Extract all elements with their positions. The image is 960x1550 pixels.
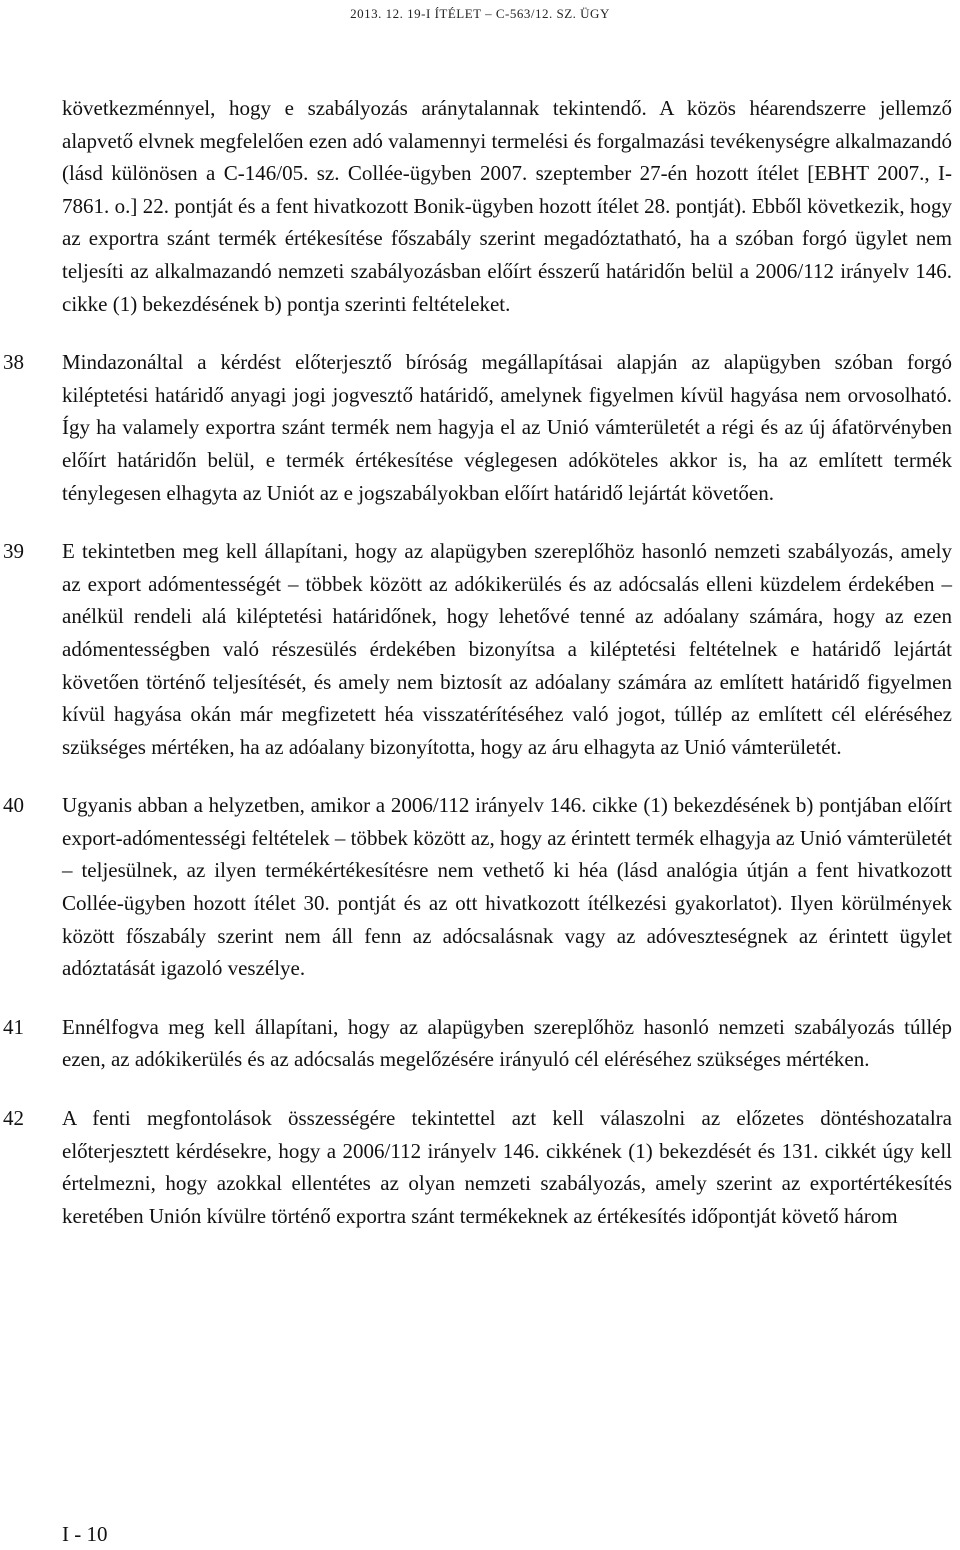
running-header: 2013. 12. 19-I ÍTÉLET – C-563/12. SZ. ÜGY xyxy=(350,6,610,21)
page-number: I - 10 xyxy=(62,1522,108,1546)
paragraph-40 xyxy=(0,789,960,985)
paragraph-text: Ugyanis abban a helyzetben, amikor a 2006/112 irányelv 146. cikke (1) bekezdésének b) pontjában előírt export-adómentességi feltételek – többek között az, hogy az érintett termék elhagyja az Unió vámterületét – teljesülnek, az ilyen termékértékesítésre nem vethető ki héa (lásd analógia útján a fent hivatkozott Collée-ügyben hozott ítélet 30. pontját és az ott hivatkozott ítélkezési gyakorlatot). Ilyen körülmények között főszabály szerint nem áll fenn az adócsalásnak vagy az adóveszteségnek az érintett ügylet adóztatását igazoló veszélye. xyxy=(62,793,952,981)
paragraph-text: Mindazonáltal a kérdést előterjesztő bíróság megállapításai alapján az alapügyben szóban forgó kiléptetési határidő anyagi jogi jogvesztő határidő, amelynek figyelmen kívül hagyása nem orvosolható. Így ha valamely exportra szánt termék nem hagyja el az Unió vámterületét a régi és az új áfatörvényben előírt határidőn belül, e termék értékesítése véglegesen adóköteles akkor is, ha az említett termék ténylegesen elhagyta az Uniót az e jogszabályokban előírt határidő lejártát követően. xyxy=(62,350,952,505)
document-body xyxy=(0,92,960,1258)
paragraph-text: következménnyel, hogy e szabályozás aránytalannak tekintendő. A közös héarendszerre jellemző alapvető elvnek megfelelően ezen adó valamennyi termelési és forgalmazási tevékenységre alkalmazandó (lásd különösen a C-146/05. sz. Collée-ügyben 2007. szeptember 27-én hozott ítélet [EBHT 2007., I-7861. o.] 22. pontját és a fent hivatkozott Bonik-ügyben hozott ítélet 28. pontját). Ebből következik, hogy az exportra szánt termék értékesítése főszabály szerint megadóztatható, ha a szóban forgó ügylet nem teljesíti az alkalmazandó nemzeti szabályozásban előírt ésszerű határidőn belül a 2006/112 irányelv 146. cikke (1) bekezdésének b) pontja szerinti feltételeket. xyxy=(62,96,952,316)
paragraph-number: 40 xyxy=(3,793,24,818)
paragraph-text: Ennélfogva meg kell állapítani, hogy az alapügyben szereplőhöz hasonló nemzeti szabályozás túllép ezen, az adókikerülés és az adócsalás megelőzésére irányuló cél eléréséhez szükséges mértéken. xyxy=(62,1014,952,1072)
paragraph-41 xyxy=(0,1011,960,1076)
paragraph-number: 41 xyxy=(3,1014,24,1039)
paragraph-continued xyxy=(0,92,960,320)
paragraph-39 xyxy=(0,535,960,763)
paragraph-number: 39 xyxy=(3,539,24,564)
paragraph-38 xyxy=(0,346,960,509)
paragraph-number: 38 xyxy=(3,350,24,375)
paragraph-text: A fenti megfontolások összességére tekintettel azt kell válaszolni az előzetes döntéshozatalra előterjesztett kérdésekre, hogy a 2006/112 irányelv 146. cikkének (1) bekezdését és 131. cikkét úgy kell értelmezni, hogy azokkal ellentétes az olyan nemzeti szabályozás, amely szerint az exportértékesítés keretében Unión kívülre történő exportra szánt termékeknek az értékesítés időpontját követő három xyxy=(62,1106,952,1228)
paragraph-number: 42 xyxy=(3,1106,24,1131)
paragraph-42 xyxy=(0,1102,960,1232)
paragraph-text: E tekintetben meg kell állapítani, hogy az alapügyben szereplőhöz hasonló nemzeti szabályozás, amely az export adómentességét – többek között az adókikerülés és az adócsalás elleni küzdelem érdekében – anélkül rendeli alá kiléptetési határidőnek, hogy lehetővé tenné az adóalany számára, hogy az ezen adómentességben való részesülés érdekében bizonyítsa a kiléptetési feltételnek e határidő lejártát követően történő teljesítését, és amely nem biztosít az adóalany számára az említett határidő figyelmen kívül hagyása okán már megfizetett héa visszatérítéséhez való jogot, túllép az említett cél eléréséhez szükséges mértéken, ha az adóalany bizonyította, hogy az áru elhagyta az Unió vámterületét. xyxy=(62,539,952,759)
